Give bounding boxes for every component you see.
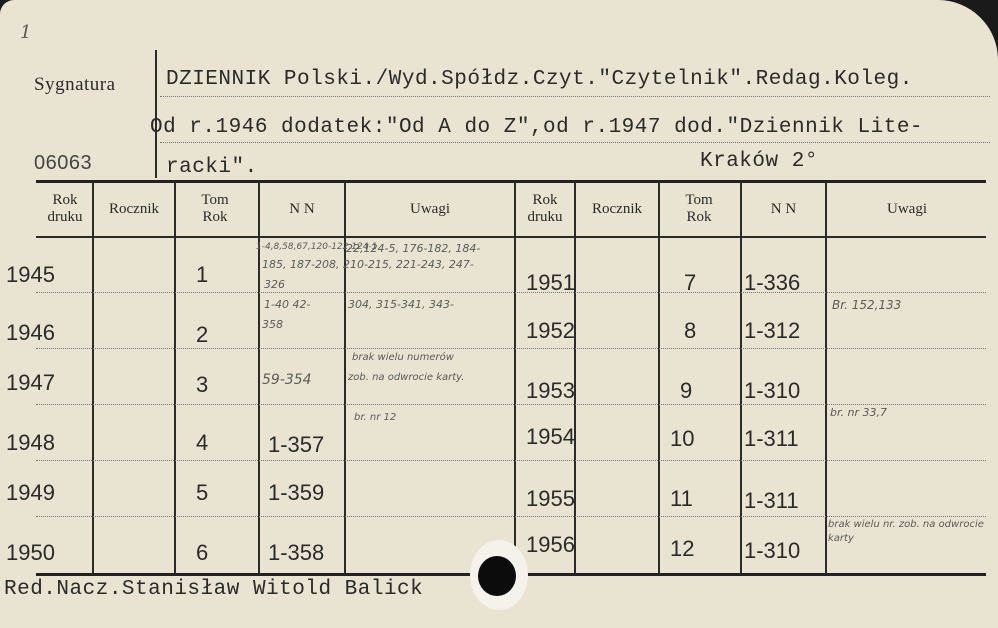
table-row-numbers: 1-312	[744, 318, 801, 343]
table-row-numbers: 1-311	[744, 426, 799, 451]
handwritten-note: br. nr 12	[354, 412, 397, 423]
corner-mark: 1	[20, 22, 32, 43]
title-line-1: DZIENNIK Polski./Wyd.Spółdz.Czyt."Czytelnik".Redag.Koleg.	[166, 68, 913, 91]
col-divider	[825, 182, 827, 573]
table-row-tome: 8	[684, 318, 697, 343]
table-row-tome: 10	[670, 426, 695, 451]
header-tome: Tom Rok	[685, 192, 713, 225]
row-rule	[36, 292, 986, 293]
row-rule	[36, 348, 986, 349]
handwritten-note: 358	[262, 318, 283, 331]
handwritten-note: 304, 315-341, 343-	[348, 298, 454, 311]
table-row-tome: 2	[196, 322, 209, 347]
table-row-year: 1947	[6, 370, 55, 395]
col-divider	[344, 182, 346, 573]
table-row-numbers: 1-359	[268, 480, 325, 505]
table-row-tome: 4	[196, 430, 209, 455]
table-row-tome: 11	[670, 486, 693, 511]
header-numbers: N N	[289, 201, 315, 217]
table-row-year: 1949	[6, 480, 55, 505]
table-row-tome: 5	[196, 480, 209, 505]
handwritten-note: 1-40 42-	[264, 298, 311, 311]
header-volume-year: Rocznik	[592, 201, 642, 217]
signature-number: 06063	[34, 152, 93, 174]
handwritten-note: 326	[264, 278, 285, 291]
signature-divider	[155, 50, 157, 178]
table-row-year: 1956	[526, 532, 575, 557]
title-line-3: racki".	[166, 156, 258, 179]
title-dotted-rule	[160, 96, 990, 97]
header-numbers: N N	[770, 201, 797, 217]
signature-label: Sygnatura	[34, 74, 116, 95]
table-row-year: 1948	[6, 430, 55, 455]
table-row-tome: 6	[196, 540, 209, 565]
table-header-rule	[36, 236, 986, 238]
col-divider	[658, 182, 660, 573]
title-line-2: Od r.1946 dodatek:"Od A do Z",od r.1947 dod."Dziennik Lite-	[150, 116, 924, 139]
punch-hole-center	[478, 556, 516, 596]
header-notes: Uwagi	[887, 201, 927, 217]
header-tome: Tom Rok	[201, 192, 229, 225]
header-year: Rok druku	[47, 192, 83, 225]
handwritten-note: 22,124-5, 176-182, 184-	[346, 242, 481, 255]
handwritten-note: 185, 187-208, 210-215, 221-243, 247-	[262, 258, 474, 271]
col-divider	[740, 182, 742, 573]
handwritten-note: zob. na odwrocie karty.	[348, 372, 465, 383]
table-row-numbers: 1-311	[744, 488, 799, 513]
header-notes: Uwagi	[410, 201, 450, 217]
place-format: Kraków 2°	[700, 150, 818, 173]
handwritten-note: brak wielu numerów	[352, 352, 454, 363]
table-row-numbers: 1-357	[268, 432, 325, 457]
header-year: Rok druku	[527, 192, 563, 225]
table-row-numbers: 1-310	[744, 538, 801, 563]
table-top-rule	[36, 180, 986, 183]
table-row-year: 1946	[6, 320, 55, 345]
table-row-year: 1955	[526, 486, 575, 511]
table-row-notes: brak wielu nr. zob. na odwrocie karty	[828, 519, 984, 544]
table-row-year: 1952	[526, 318, 575, 343]
title-dotted-rule	[160, 142, 990, 143]
col-divider	[258, 182, 260, 573]
header-volume-year: Rocznik	[109, 201, 159, 217]
row-rule	[36, 404, 986, 405]
col-divider	[92, 182, 94, 573]
table-row-year: 1954	[526, 424, 575, 449]
col-divider	[514, 182, 516, 573]
handwritten-note: 1-4,8,58,67,120-122,124-1	[256, 242, 378, 252]
footer-editor: Red.Nacz.Stanisław Witold Balick	[4, 578, 424, 601]
col-divider	[174, 182, 176, 573]
table-row-notes: Br. 152,133	[832, 298, 902, 312]
table-row-year: 1953	[526, 378, 575, 403]
table-row-numbers: 1-358	[268, 540, 325, 565]
table-row-tome: 9	[680, 378, 693, 403]
row-rule	[36, 460, 986, 461]
table-row-numbers: 1-310	[744, 378, 801, 403]
table-row-numbers: 59-354	[262, 372, 312, 388]
table-row-notes: br. nr 33,7	[830, 406, 887, 419]
table-row-tome: 1	[196, 262, 209, 287]
table-row-numbers: 1-336	[744, 270, 801, 295]
table-row-year: 1951	[526, 270, 575, 295]
table-row-year: 1950	[6, 540, 55, 565]
table-row-tome: 12	[670, 536, 695, 561]
table-row-tome: 7	[684, 270, 697, 295]
table-row-year: 1945	[6, 262, 55, 287]
row-rule	[36, 516, 986, 517]
table-row-tome: 3	[196, 372, 209, 397]
